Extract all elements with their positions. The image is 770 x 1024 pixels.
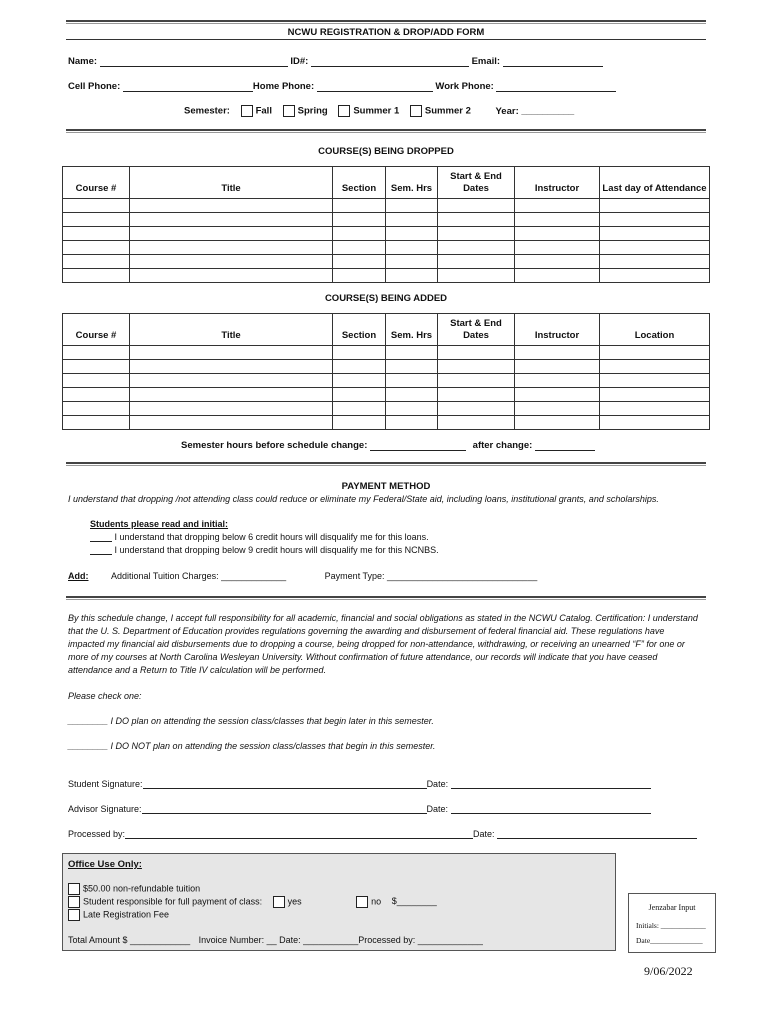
form-title: NCWU REGISTRATION & DROP/ADD FORM: [287, 27, 485, 38]
spring-label: Spring: [297, 105, 328, 117]
office-item-1: [68, 883, 200, 895]
processed-by-label: Processed by:: [68, 829, 126, 839]
hours-before-label: Semester hours before schedule change:: [181, 440, 368, 451]
student-date-label: Date:: [426, 779, 449, 789]
added-table: [62, 313, 710, 430]
dropped-header-last-day: Last day of Attendance: [600, 167, 710, 199]
added-header-location: Location: [600, 314, 710, 346]
added-header-title: Title: [130, 314, 333, 346]
revision-date: 9/06/2022: [644, 964, 693, 978]
option-do-not[interactable]: ________ I DO NOT plan on attending the session class/classes that begin in this semester.: [68, 741, 436, 751]
summer1-checkbox[interactable]: [338, 105, 350, 117]
student-date-field[interactable]: [451, 778, 651, 789]
work-phone-field[interactable]: [496, 81, 616, 92]
contact-row-1: [68, 56, 603, 67]
hours-before-field[interactable]: [370, 440, 466, 451]
initial-line-2: [90, 545, 439, 555]
added-title: COURSE(S) BEING ADDED: [324, 293, 448, 304]
dropped-title: COURSE(S) BEING DROPPED: [318, 146, 454, 157]
student-signature-label: Student Signature:: [68, 779, 143, 789]
hours-after-field[interactable]: [535, 440, 595, 451]
semester-hours-row: [181, 440, 595, 451]
no-checkbox[interactable]: [356, 896, 368, 908]
responsible-checkbox[interactable]: [68, 896, 80, 908]
office-item-3: [68, 909, 169, 921]
table-row: [63, 346, 710, 360]
name-label: Name:: [68, 56, 98, 67]
name-field[interactable]: [100, 56, 288, 67]
office-use-box: [62, 853, 616, 951]
tuition-label: $50.00 non-refundable tuition: [83, 883, 201, 894]
yes-checkbox[interactable]: [273, 896, 285, 908]
email-field[interactable]: [503, 56, 603, 67]
processed-date-label: Date:: [473, 829, 495, 839]
summer2-checkbox[interactable]: [410, 105, 422, 117]
office-item-2: [68, 896, 437, 908]
initial-text-2: I understand that dropping below 9 credit hours will disqualify me for this NCNBS.: [114, 545, 439, 555]
amount-field[interactable]: $________: [391, 896, 437, 907]
initial-line-1: [90, 532, 429, 542]
dropped-header-section: Section: [333, 167, 386, 199]
initial-field-2[interactable]: [90, 545, 112, 555]
late-fee-checkbox[interactable]: [68, 909, 80, 921]
table-row: [63, 388, 710, 402]
table-row: [63, 227, 710, 241]
contact-row-2: [68, 81, 616, 92]
check-one-label: Please check one:: [68, 691, 142, 701]
rule-3: [66, 462, 706, 466]
dropped-table: [62, 166, 710, 283]
top-rule: [66, 20, 706, 24]
fall-checkbox[interactable]: [241, 105, 253, 117]
id-field[interactable]: [311, 56, 469, 67]
advisor-signature-row: [68, 803, 651, 814]
invoice-number[interactable]: Invoice Number: __ Date: ___________: [198, 935, 359, 945]
home-phone-field[interactable]: [317, 81, 433, 92]
year-label: Year: __________: [495, 105, 575, 117]
added-header-section: Section: [333, 314, 386, 346]
home-phone-label: Home Phone:: [252, 81, 315, 92]
advisor-date-field[interactable]: [451, 803, 651, 814]
summer2-label: Summer 2: [424, 105, 471, 117]
additional-charges: Additional Tuition Charges: _____________: [111, 571, 287, 581]
cell-phone-field[interactable]: [123, 81, 253, 92]
added-header-hrs: Sem. Hrs: [386, 314, 438, 346]
table-row: [63, 241, 710, 255]
payment-type: Payment Type: ______________________________: [324, 571, 538, 581]
cell-phone-label: Cell Phone:: [68, 81, 121, 92]
semester-row: [184, 105, 574, 117]
processed-by-row: [68, 828, 697, 839]
summer1-label: Summer 1: [353, 105, 400, 117]
dropped-header-dates: Start & End Dates: [438, 167, 515, 199]
table-row: [63, 374, 710, 388]
responsible-label: Student responsible for full payment of class:: [83, 896, 263, 907]
add-charges-row: [68, 571, 537, 581]
student-signature-row: [68, 778, 651, 789]
table-row: [63, 213, 710, 227]
dropped-header-hrs: Sem. Hrs: [386, 167, 438, 199]
table-row: [63, 360, 710, 374]
table-row: [63, 402, 710, 416]
processed-date-field[interactable]: [497, 828, 697, 839]
table-row: [63, 199, 710, 213]
title-rule: [66, 39, 706, 40]
certification-text: By this schedule change, I accept full responsibility for all academic, financial and social obligations as stated in the NCWU Catalog. Certification: I understand that the U. S. Department of Education provides regulations governing the awarding and disbursement of federal financial aid. These regulations have impacted my financial aid disbursements due to dropping a course, being dropped for non-attendance, withdrawing, or receiving an unearned “F” for one or more of my courses at North Carolina Wesleyan University. Without confirmation of future attendance, our records will indicate that you have ceased attendance and a Return to Title IV calculation will be performed.: [68, 613, 698, 675]
option-do[interactable]: ________ I DO plan on attending the session class/classes that begin later in this semester.: [68, 716, 434, 726]
yes-label: yes: [287, 896, 302, 907]
id-label: ID#:: [290, 56, 309, 67]
table-row: [63, 255, 710, 269]
student-signature-field[interactable]: [143, 778, 427, 789]
late-fee-label: Late Registration Fee: [83, 909, 170, 920]
initial-field-1[interactable]: [90, 532, 112, 542]
read-initial-heading: Students please read and initial:: [90, 519, 229, 529]
advisor-signature-label: Advisor Signature:: [68, 804, 142, 814]
table-row: [63, 416, 710, 430]
dropped-header-title: Title: [130, 167, 333, 199]
dropped-header-course: Course #: [63, 167, 130, 199]
fall-label: Fall: [255, 105, 272, 117]
jenzabar-initials[interactable]: Initials: ____________: [636, 921, 706, 930]
initial-text-1: I understand that dropping below 6 credit hours will disqualify me for this loans.: [114, 532, 429, 542]
office-processed-by[interactable]: Processed by: _____________: [358, 935, 483, 945]
added-header-instructor: Instructor: [515, 314, 600, 346]
no-label: no: [371, 896, 382, 907]
added-header-dates: Start & End Dates: [438, 314, 515, 346]
table-row: [63, 269, 710, 283]
dropped-header-instructor: Instructor: [515, 167, 600, 199]
jenzabar-title: Jenzabar Input: [648, 903, 696, 912]
tuition-checkbox[interactable]: [68, 883, 80, 895]
email-label: Email:: [471, 56, 501, 67]
advisor-date-label: Date:: [426, 804, 449, 814]
office-title: Office Use Only:: [68, 859, 142, 870]
office-totals-row: [68, 935, 483, 945]
rule-2: [66, 129, 706, 133]
payment-notice: I understand that dropping /not attending class could reduce or eliminate my Federal/State aid, including loans, institutional grants, and scholarships.: [68, 494, 659, 504]
rule-4: [66, 596, 706, 600]
processed-by-field[interactable]: [125, 828, 473, 839]
added-header-course: Course #: [63, 314, 130, 346]
payment-title: PAYMENT METHOD: [341, 481, 431, 492]
total-amount[interactable]: Total Amount $ ____________: [68, 935, 191, 945]
work-phone-label: Work Phone:: [435, 81, 494, 92]
advisor-signature-field[interactable]: [142, 803, 427, 814]
hours-after-label: after change:: [472, 440, 533, 451]
jenzabar-box: [628, 893, 716, 953]
jenzabar-date[interactable]: Date______________: [636, 936, 703, 945]
semester-label: Semester:: [184, 105, 230, 117]
spring-checkbox[interactable]: [283, 105, 295, 117]
add-label: Add:: [68, 571, 89, 581]
